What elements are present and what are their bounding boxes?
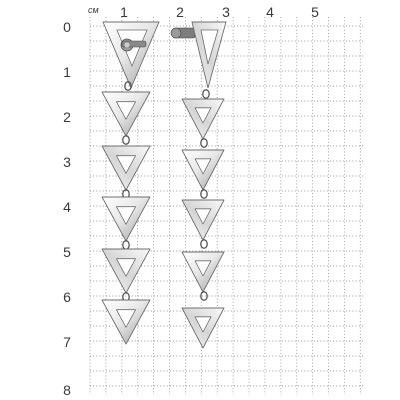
- top-triangle-charm: [103, 22, 159, 88]
- triangle-charm: [102, 300, 150, 344]
- top-triangle-charm: [171, 22, 226, 88]
- y-tick-label: 2: [63, 109, 71, 125]
- x-tick-label: 4: [266, 4, 274, 20]
- y-tick-label: 4: [63, 199, 71, 215]
- y-tick-label: 5: [63, 244, 71, 260]
- jump-ring: [201, 139, 207, 147]
- triangle-charm: [182, 252, 224, 292]
- y-tick-label: 0: [63, 19, 71, 35]
- jump-ring: [201, 292, 207, 300]
- unit-label: см: [88, 5, 99, 15]
- triangle-charm: [102, 146, 150, 190]
- y-tick-label: 6: [63, 289, 71, 305]
- triangle-charm: [182, 200, 224, 240]
- left-earring: [102, 22, 159, 344]
- y-tick-label: 1: [63, 64, 71, 80]
- jump-ring: [203, 90, 209, 98]
- jump-ring: [123, 136, 129, 144]
- x-tick-label: 2: [176, 4, 184, 20]
- triangle-charm: [182, 99, 224, 139]
- right-earring: [171, 22, 226, 348]
- y-tick-label: 7: [63, 334, 71, 350]
- jump-ring: [201, 190, 207, 198]
- triangle-charm: [102, 249, 150, 293]
- triangle-charm: [102, 197, 150, 241]
- jump-ring: [201, 240, 207, 248]
- triangle-charm: [182, 150, 224, 190]
- y-tick-label: 8: [63, 382, 71, 398]
- triangle-charm: [102, 92, 150, 136]
- y-tick-label: 3: [63, 154, 71, 170]
- x-tick-label: 5: [311, 4, 319, 20]
- x-tick-label: 1: [120, 4, 128, 20]
- x-tick-label: 3: [222, 4, 230, 20]
- jump-ring: [123, 241, 129, 249]
- triangle-charm: [182, 308, 224, 348]
